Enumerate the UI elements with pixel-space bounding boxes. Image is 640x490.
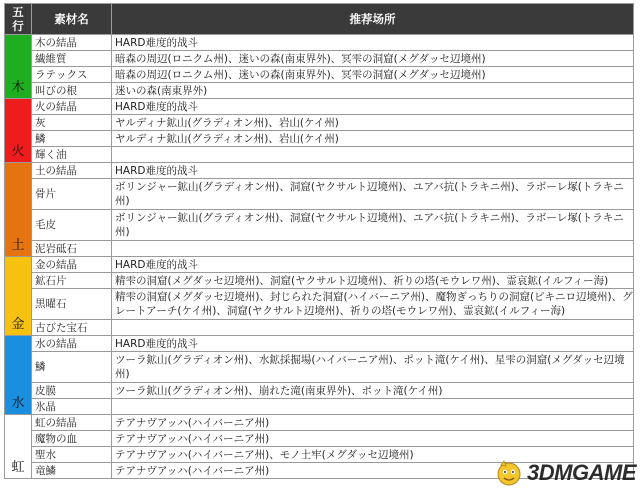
location-cell: ツーラ鉱山(グラディオン州)、水鉱採掘場(ハイバーニア州)、ポット滝(ケイ州)、星雫の洞窟(メグダッセ辺境州) — [112, 352, 634, 383]
material-name: 叫びの根 — [32, 83, 112, 99]
element-label: 金 — [11, 317, 25, 332]
table-row — [5, 336, 634, 352]
material-name: 氷晶 — [32, 399, 112, 415]
material-name: 魔物の血 — [32, 431, 112, 447]
header-location: 推荐场所 — [112, 4, 634, 35]
table-row — [5, 51, 634, 67]
table-row — [5, 431, 634, 447]
watermark-logo — [494, 458, 636, 488]
location-cell: ボリンジャー鉱山(グラディオン州)、洞窟(ヤクサルト辺境州)、ユアバ抗(トラキニ州)、ラボーレ塚(トラキニ州) — [112, 179, 634, 210]
element-label: 木 — [11, 80, 25, 95]
material-name: 水の結晶 — [32, 336, 112, 352]
element-cell — [5, 99, 32, 163]
location-cell — [112, 147, 634, 163]
location-cell: ツーラ鉱山(グラディオン州)、崩れた滝(南東界外)、ポット滝(ケイ州) — [112, 383, 634, 399]
watermark-text: 3DMGAME — [527, 460, 636, 485]
location-cell — [112, 320, 634, 336]
location-cell: HARD难度的战斗 — [112, 163, 634, 179]
material-name: 金の結晶 — [32, 257, 112, 273]
element-cell — [5, 163, 32, 257]
location-cell: 迷いの森(南東界外) — [112, 83, 634, 99]
element-label: 土 — [11, 238, 25, 253]
table-row — [5, 289, 634, 320]
location-cell: 暗森の周辺(ロニクム州)、迷いの森(南東界外)、冥雫の洞窟(メグダッセ辺境州) — [112, 51, 634, 67]
location-cell: ヤルディナ鉱山(グラディオン州)、岩山(ケイ州) — [112, 131, 634, 147]
table-row — [5, 67, 634, 83]
material-name: 虹の結晶 — [32, 415, 112, 431]
location-cell: テアナヴアッハ(ハイバーニア州) — [112, 463, 634, 479]
material-name: 聖水 — [32, 447, 112, 463]
material-name: 鱗 — [32, 131, 112, 147]
table-row — [5, 179, 634, 210]
material-name: 皮膜 — [32, 383, 112, 399]
location-cell: ボリンジャー鉱山(グラディオン州)、洞窟(ヤクサルト辺境州)、ユアバ抗(トラキニ州)、ラボーレ塚(トラキニ州) — [112, 210, 634, 241]
material-name: 輝く油 — [32, 147, 112, 163]
location-cell: HARD难度的战斗 — [112, 336, 634, 352]
table-row — [5, 257, 634, 273]
table-row — [5, 273, 634, 289]
header-material: 素材名 — [32, 4, 112, 35]
material-name: 泥岩砥石 — [32, 241, 112, 257]
element-cell — [5, 257, 32, 336]
location-cell: テアナヴアッハ(ハイバーニア州)、モノ土牢(メグダッセ辺境州) — [112, 447, 634, 463]
material-name: 骨片 — [32, 179, 112, 210]
material-name: 竜鱗 — [32, 463, 112, 479]
table-row — [5, 115, 634, 131]
location-cell: 精雫の洞窟(メグダッセ辺境州)、洞窟(ヤクサルト辺境州)、祈りの塔(モウレワ州)、霊哀鉱(イルフィー海) — [112, 273, 634, 289]
element-label: 火 — [11, 144, 25, 159]
location-cell: 精雫の洞窟(メグダッセ辺境州)、封じられた洞窟(ハイバーニア州)、魔物ぎっちりの洞窟(ピキニロ辺境州)、グレートアーチ(ケイ州)、洞窟(ヤクサルト辺境州)、祈りの塔(モウレワ州)、霊哀鉱(イルフィー海) — [112, 289, 634, 320]
materials-table — [4, 3, 634, 479]
location-cell: ヤルディナ鉱山(グラディオン州)、岩山(ケイ州) — [112, 115, 634, 131]
material-name: 木の結晶 — [32, 35, 112, 51]
table-row — [5, 399, 634, 415]
table-row — [5, 147, 634, 163]
table-row — [5, 241, 634, 257]
location-cell — [112, 241, 634, 257]
material-name: 土の結晶 — [32, 163, 112, 179]
element-cell — [5, 415, 32, 479]
location-cell: HARD难度的战斗 — [112, 257, 634, 273]
material-name: 毛皮 — [32, 210, 112, 241]
element-cell — [5, 35, 32, 99]
element-cell — [5, 336, 32, 415]
table-row — [5, 83, 634, 99]
element-label: 虹 — [11, 460, 25, 475]
material-name: 繊維質 — [32, 51, 112, 67]
table-row — [5, 163, 634, 179]
material-name: 古びた宝石 — [32, 320, 112, 336]
location-cell: HARD难度的战斗 — [112, 35, 634, 51]
table-row — [5, 320, 634, 336]
location-cell: 暗森の周辺(ロニクム州)、迷いの森(南東界外)、冥雫の洞窟(メグダッセ辺境州) — [112, 67, 634, 83]
location-cell — [112, 399, 634, 415]
material-name: 灰 — [32, 115, 112, 131]
table-row — [5, 415, 634, 431]
material-name: 鱗 — [32, 352, 112, 383]
header-element: 五 行 — [5, 4, 32, 35]
material-name: 黒曜石 — [32, 289, 112, 320]
table-row — [5, 99, 634, 115]
location-cell: テアナヴアッハ(ハイバーニア州) — [112, 431, 634, 447]
location-cell: HARD难度的战斗 — [112, 99, 634, 115]
table-row — [5, 383, 634, 399]
location-cell: テアナヴアッハ(ハイバーニア州) — [112, 415, 634, 431]
material-name: ラテックス — [32, 67, 112, 83]
material-name: 鉱石片 — [32, 273, 112, 289]
material-name: 火の結晶 — [32, 99, 112, 115]
mascot-icon — [494, 458, 524, 488]
table-row — [5, 352, 634, 383]
element-label: 水 — [11, 396, 25, 411]
table-row — [5, 35, 634, 51]
table-row — [5, 210, 634, 241]
table-row — [5, 131, 634, 147]
